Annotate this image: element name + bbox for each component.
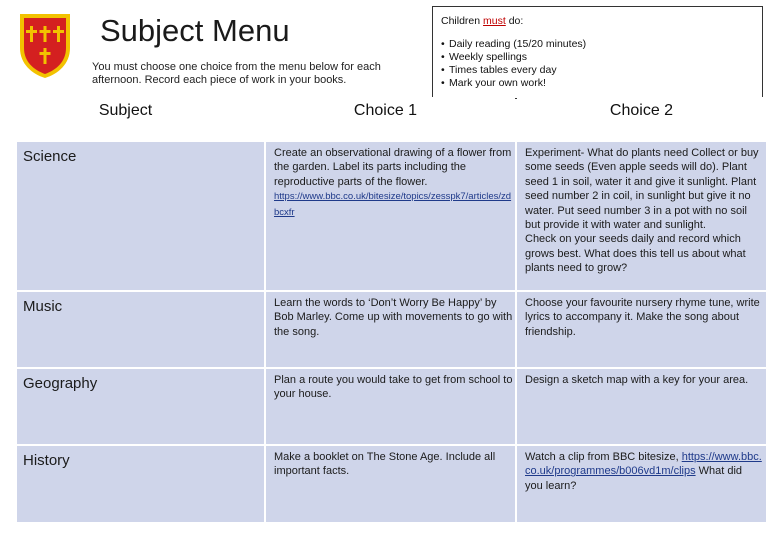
- table-cell-choice-2: Experiment- What do plants need Collect or buy some seeds (Even apple seeds will do). Plant seed 1 in soil, water it and give it sunlight. Plant seed number 2 in coil, in sunlight but give it no water. Put seed number 3 in a pot with no soil but provide it with water and sunlight. Check on your seeds daily and record which grows best. What does this tell us about what plants need to grow?: [517, 142, 766, 290]
- school-crest-logo: [18, 12, 72, 80]
- table-cell-choice-1: Plan a route you would take to get from school to your house.: [266, 369, 515, 444]
- list-item: • Daily reading (15/20 minutes): [441, 38, 762, 51]
- bbc-bitesize-link[interactable]: https://www.bbc.co.uk/bitesize/topics/zesspk7/articles/zdbcxfr: [274, 191, 512, 218]
- requirements-list: [441, 38, 762, 90]
- column-header-choice-1: Choice 1: [266, 97, 515, 140]
- table-cell-choice-1: Create an observational drawing of a flower from the garden. Label its parts including the reproductive parts of the flower. https://www.bbc.co.uk/bitesize/topics/zesspk7/articles/zdbcxfr: [266, 142, 515, 290]
- table-cell-choice-2: Choose your favourite nursery rhyme tune, write lyrics to accompany it. Make the song about friendship.: [517, 292, 766, 367]
- list-item: • Weekly spellings: [441, 51, 762, 64]
- table-cell-subject: Geography: [17, 369, 264, 444]
- column-header-choice-2: Choice 2: [517, 97, 766, 140]
- table-cell-subject: History: [17, 446, 264, 522]
- list-item: • Mark your own work!: [441, 77, 762, 90]
- column-header-subject: Subject: [17, 97, 264, 140]
- table-cell-choice-1: Learn the words to ‘Don’t Worry Be Happy’ by Bob Marley. Come up with movements to go with the song.: [266, 292, 515, 367]
- bbc-programmes-link[interactable]: https://www.bbc.co.uk/programmes/b006vd1m/clips: [525, 451, 762, 478]
- list-item: • Times tables every day: [441, 64, 762, 77]
- table-cell-choice-2: Watch a clip from BBC bitesize, https://www.bbc.co.uk/programmes/b006vd1m/clips What did you learn?: [517, 446, 766, 522]
- subject-menu-table: [17, 97, 766, 522]
- requirements-heading: Children must do:: [441, 15, 524, 27]
- table-cell-subject: Science: [17, 142, 264, 290]
- table-cell-choice-2: Design a sketch map with a key for your area.: [517, 369, 766, 444]
- requirements-box: [432, 6, 763, 99]
- table-cell-choice-1: Make a booklet on The Stone Age. Include all important facts.: [266, 446, 515, 522]
- table-cell-subject: Music: [17, 292, 264, 367]
- page-title: Subject Menu: [100, 13, 290, 48]
- must-emphasis: must: [483, 15, 506, 27]
- intro-text: You must choose one choice from the menu below for each afternoon. Record each piece of work in your books.: [92, 61, 381, 86]
